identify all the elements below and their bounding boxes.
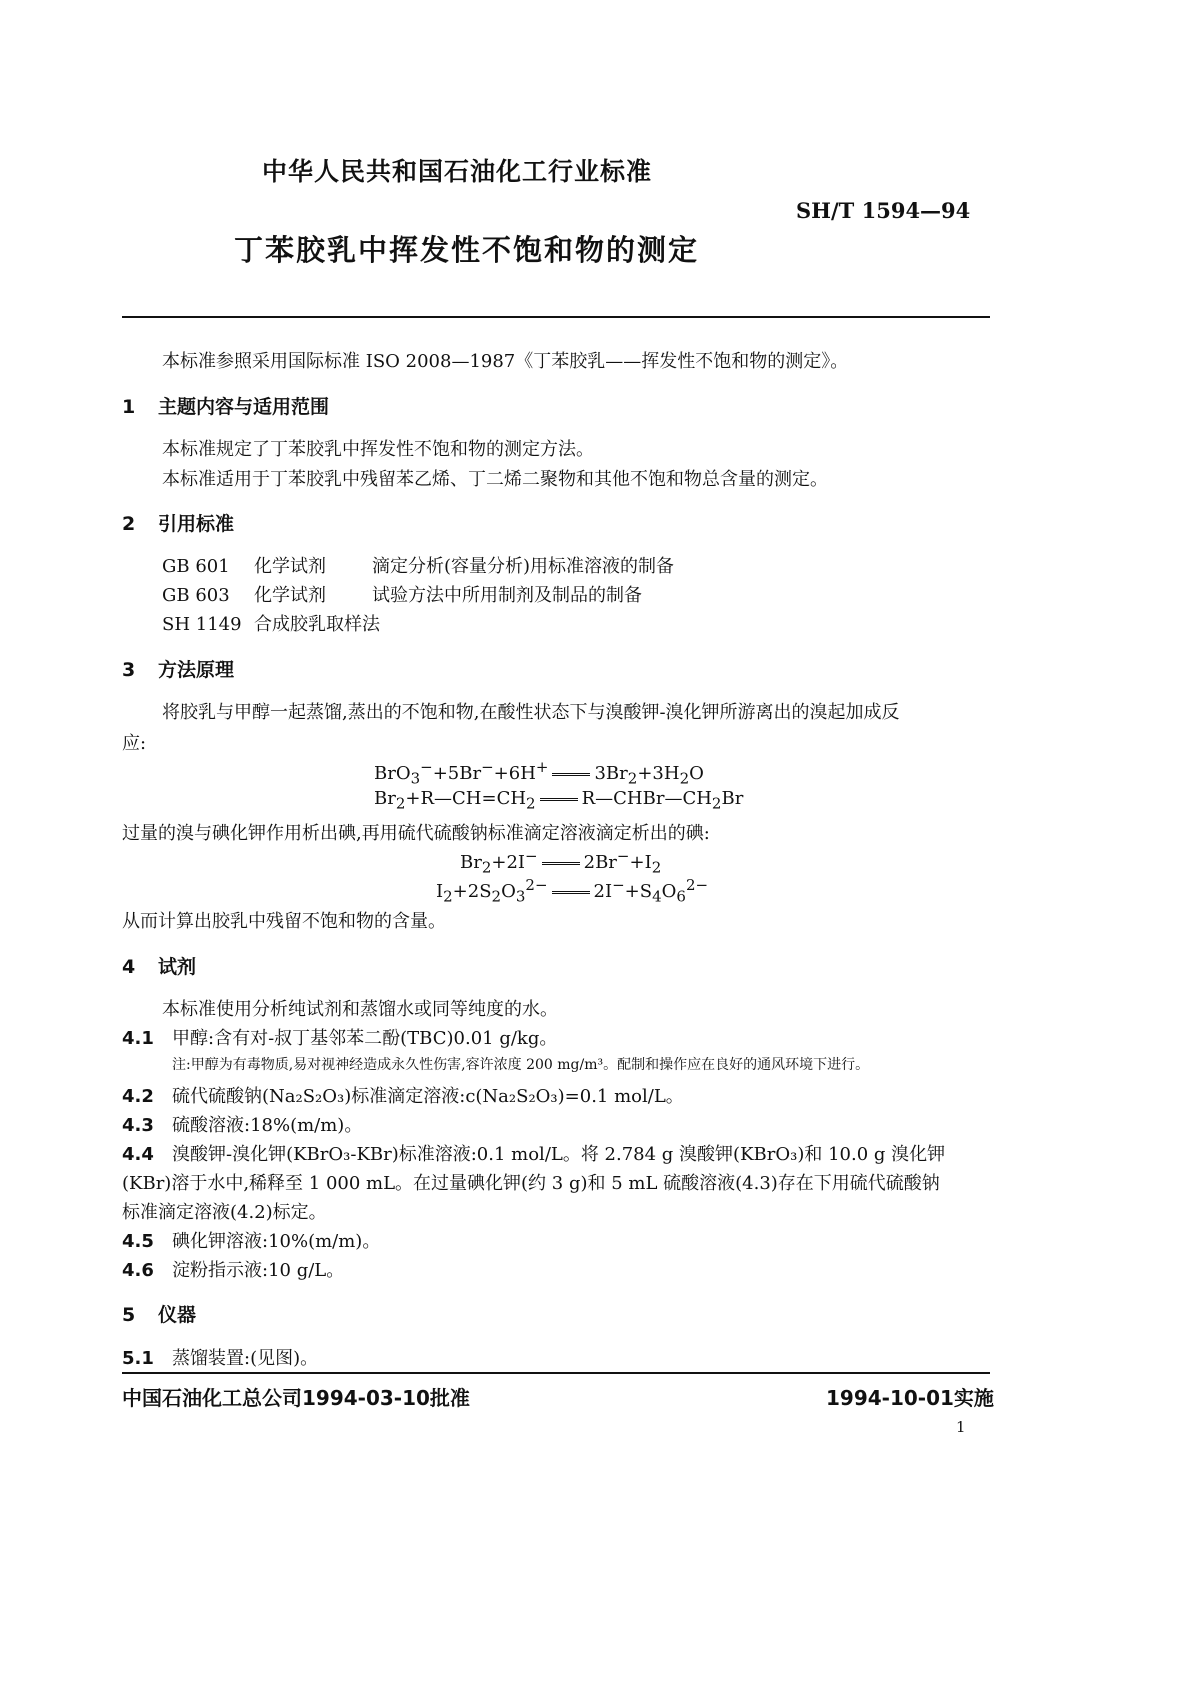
section-5-heading [122,1300,196,1327]
equation-4: $I_2+2S_2O_3^{2-}$ $2I^-+S_4O_6^{2-}$ [436,876,709,906]
approval-text: 中国石油化工总公司1994-03-10批准 [122,1386,470,1410]
section-title: 引用标准 [158,513,235,535]
section-number: 4 [122,956,136,978]
ref-code: SH 1149 [162,614,242,635]
effective-date: 1994-10-01实施 [826,1386,994,1410]
note: 注:甲醇为有毒物质,易对视神经造成永久性伤害,容许浓度 200 mg/m³。配制和操作应在良好的通风环境下进行。 [172,1057,870,1073]
item-number: 4.1 [122,1028,154,1049]
item-text-continuation: (KBr)溶于水中,稀释至 1 000 mL。在过量碘化钾(约 3 g)和 5 mL 硫酸溶液(4.3)存在下用硫代硫酸钠 [122,1173,940,1194]
item-text-continuation: 标准滴定溶液(4.2)标定。 [122,1202,327,1223]
paragraph: 将胶乳与甲醇一起蒸馏,蒸出的不饱和物,在酸性状态下与溴酸钾-溴化钾所游离出的溴起加成反 [162,702,900,723]
item-text: 蒸馏装置:(见图)。 [172,1348,319,1369]
item-number: 4.2 [122,1086,154,1107]
document-title: 丁苯胶乳中挥发性不饱和物的测定 [234,233,700,267]
section-title: 仪器 [158,1304,197,1326]
section-title: 方法原理 [158,659,235,681]
ref-title: 合成胶乳取样法 [254,614,380,635]
paragraph: 从而计算出胶乳中残留不饱和物的含量。 [122,911,446,932]
section-number: 5 [122,1304,136,1326]
paragraph: 本标准规定了丁苯胶乳中挥发性不饱和物的测定方法。 [162,439,594,460]
item-text: 硫代硫酸钠(Na₂S₂O₃)标准滴定溶液:c(Na₂S₂O₃)=0.1 mol/L。 [172,1086,684,1107]
item-text: 溴酸钾-溴化钾(KBrO₃-KBr)标准溶液:0.1 mol/L。将 2.784 g 溴酸钾(KBrO₃)和 10.0 g 溴化钾 [172,1144,946,1165]
section-4-heading [122,952,196,979]
section-title: 主题内容与适用范围 [158,396,330,418]
section-2-heading [122,509,234,536]
paragraph: 本标准使用分析纯试剂和蒸馏水或同等纯度的水。 [162,999,558,1020]
ref-title: 试验方法中所用制剂及制品的制备 [372,585,642,606]
item-number: 4.3 [122,1115,154,1136]
ref-title: 滴定分析(容量分析)用标准溶液的制备 [372,556,675,577]
section-number: 1 [122,396,136,418]
reference-item [162,610,380,636]
section-1-heading [122,392,329,419]
reagent-item [122,1227,380,1253]
reagent-item [122,1024,557,1050]
ref-category: 化学试剂 [254,556,326,577]
header-rule [122,316,990,318]
item-text: 碘化钾溶液:10%(m/m)。 [172,1231,381,1252]
equation-3: $Br_2+2I^-$ $2Br^-+I_2$ [460,847,662,877]
item-number: 4.5 [122,1231,154,1252]
equation-2: $Br_2+R—CH=CH_2$ $R—CHBr—CH_2Br$ [374,788,744,813]
org-title: 中华人民共和国石油化工行业标准 [262,157,653,186]
item-number: 4.4 [122,1144,154,1165]
item-number: 5.1 [122,1348,154,1369]
reference-item [162,581,642,607]
reagent-item [122,1256,344,1282]
intro-paragraph: 本标准参照采用国际标准 ISO 2008—1987《丁苯胶乳——挥发性不饱和物的测定》。 [162,351,849,372]
reagent-item [122,1140,945,1166]
section-number: 3 [122,659,136,681]
page-number: 1 [956,1418,966,1436]
reference-item [162,552,674,578]
ref-category: 化学试剂 [254,585,326,606]
ref-code: GB 603 [162,585,230,606]
section-title: 试剂 [158,956,197,978]
reagent-item [122,1082,684,1108]
item-text: 淀粉指示液:10 g/L。 [172,1260,345,1281]
standard-code: SH/T 1594—94 [796,198,971,223]
item-text: 甲醇:含有对-叔丁基邻苯二酚(TBC)0.01 g/kg。 [172,1028,558,1049]
paragraph: 本标准适用于丁苯胶乳中残留苯乙烯、丁二烯二聚物和其他不饱和物总含量的测定。 [162,469,828,490]
paragraph: 过量的溴与碘化钾作用析出碘,再用硫代硫酸钠标准滴定溶液滴定析出的碘: [122,823,710,844]
apparatus-item [122,1344,318,1370]
equation-1: BrO$_3$−+5Br−+6H+ $3Br_2+3H_2O$ [374,758,704,788]
paragraph-continuation: 应: [122,733,147,754]
section-number: 2 [122,513,136,535]
reagent-item [122,1111,362,1137]
section-3-heading [122,655,234,682]
item-text: 硫酸溶液:18%(m/m)。 [172,1115,363,1136]
footer-rule [122,1372,990,1374]
ref-code: GB 601 [162,556,230,577]
item-number: 4.6 [122,1260,154,1281]
